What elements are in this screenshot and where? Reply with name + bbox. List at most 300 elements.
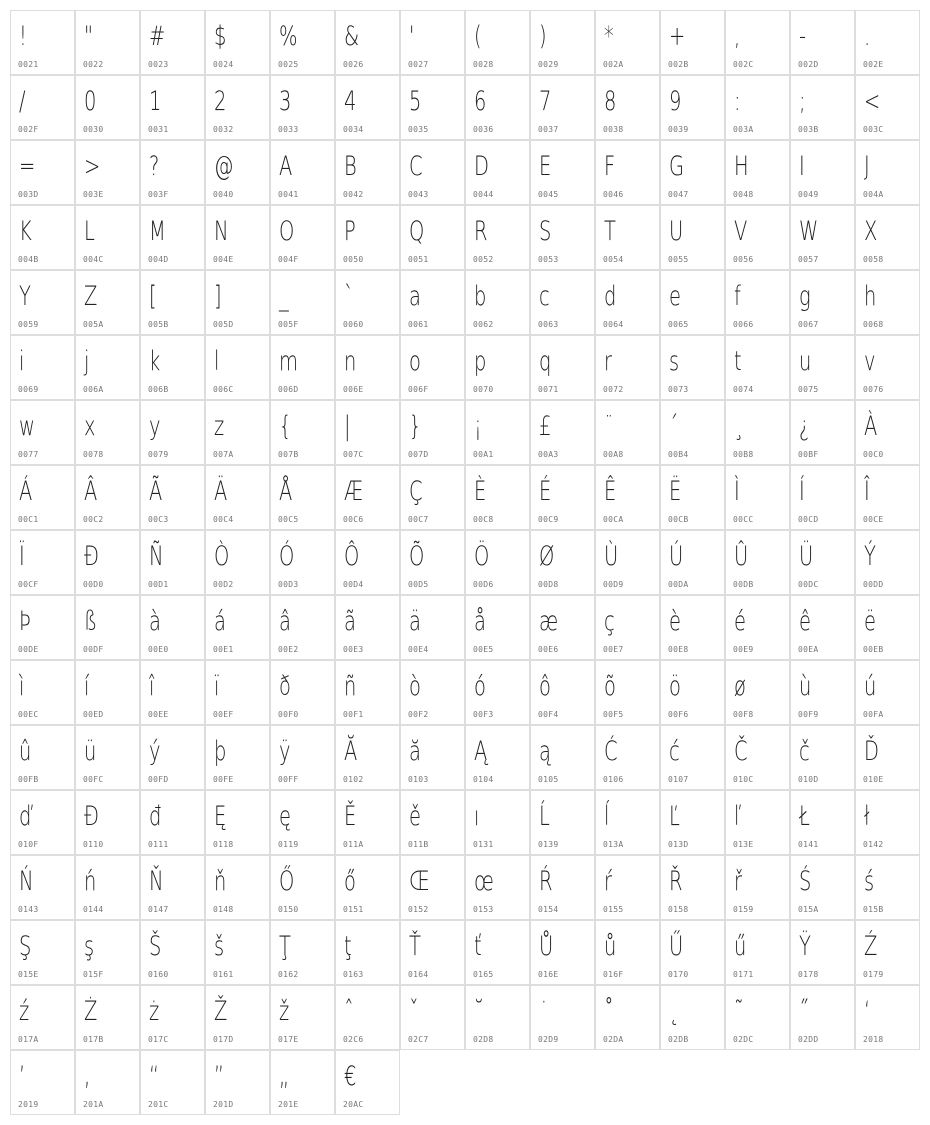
glyph-codepoint: 00C8 xyxy=(473,515,494,524)
glyph-character: ĺ xyxy=(604,801,610,832)
glyph-codepoint: 015A xyxy=(798,905,819,914)
glyph-codepoint: 004F xyxy=(278,255,299,264)
glyph-character: Ň xyxy=(149,866,164,897)
glyph-codepoint: 00E9 xyxy=(733,645,754,654)
glyph-character: Ï xyxy=(19,541,25,572)
glyph-cell xyxy=(75,465,140,530)
glyph-codepoint: 00FA xyxy=(863,710,884,719)
glyph-character: ; xyxy=(799,86,806,117)
glyph-codepoint: 00C3 xyxy=(148,515,169,524)
glyph-cell xyxy=(75,270,140,335)
glyph-cell xyxy=(660,660,725,725)
glyph-codepoint: 0178 xyxy=(798,970,819,979)
glyph-character: Â xyxy=(84,476,98,507)
glyph-character: ‘ xyxy=(864,996,871,1027)
glyph-character: p xyxy=(474,346,487,377)
glyph-character: : xyxy=(734,86,741,117)
glyph-codepoint: 0159 xyxy=(733,905,754,914)
glyph-cell xyxy=(595,205,660,270)
glyph-cell xyxy=(10,10,75,75)
glyph-character: û xyxy=(19,736,32,767)
glyph-cell xyxy=(595,75,660,140)
glyph-character: t xyxy=(734,346,742,377)
glyph-character: ã xyxy=(344,606,356,637)
glyph-cell xyxy=(205,465,270,530)
glyph-codepoint: 0035 xyxy=(408,125,429,134)
glyph-codepoint: 003D xyxy=(18,190,39,199)
glyph-codepoint: 0063 xyxy=(538,320,559,329)
glyph-cell xyxy=(10,1050,75,1115)
glyph-codepoint: 0053 xyxy=(538,255,559,264)
glyph-codepoint: 00FB xyxy=(18,775,39,784)
glyph-cell xyxy=(855,790,920,855)
glyph-cell xyxy=(10,985,75,1050)
glyph-character: Š xyxy=(149,931,162,962)
glyph-cell xyxy=(140,335,205,400)
glyph-character: ü xyxy=(84,736,97,767)
glyph-cell xyxy=(140,725,205,790)
glyph-character: 0 xyxy=(84,86,97,117)
glyph-cell xyxy=(465,530,530,595)
glyph-character: ì xyxy=(19,671,25,702)
glyph-codepoint: 0161 xyxy=(213,970,234,979)
glyph-cell xyxy=(335,725,400,790)
glyph-cell xyxy=(855,985,920,1050)
glyph-codepoint: 0170 xyxy=(668,970,689,979)
glyph-cell xyxy=(530,465,595,530)
glyph-cell xyxy=(270,1050,335,1115)
glyph-cell xyxy=(790,530,855,595)
glyph-cell xyxy=(205,790,270,855)
glyph-character: f xyxy=(734,281,741,312)
glyph-cell xyxy=(660,465,725,530)
glyph-codepoint: 00FE xyxy=(213,775,234,784)
glyph-character: Ş xyxy=(19,931,32,962)
glyph-cell xyxy=(790,465,855,530)
glyph-cell xyxy=(530,270,595,335)
glyph-cell xyxy=(595,595,660,660)
glyph-character: Ñ xyxy=(149,541,164,572)
glyph-character: Ů xyxy=(539,931,554,962)
glyph-codepoint: 0022 xyxy=(83,60,104,69)
glyph-cell xyxy=(530,725,595,790)
glyph-codepoint: 0064 xyxy=(603,320,624,329)
glyph-codepoint: 005B xyxy=(148,320,169,329)
glyph-character: Y xyxy=(19,281,31,312)
glyph-cell xyxy=(725,725,790,790)
glyph-cell xyxy=(660,400,725,465)
glyph-cell xyxy=(790,595,855,660)
glyph-cell xyxy=(205,400,270,465)
glyph-codepoint: 010C xyxy=(733,775,754,784)
glyph-cell xyxy=(595,855,660,920)
glyph-codepoint: 00D9 xyxy=(603,580,624,589)
glyph-codepoint: 013A xyxy=(603,840,624,849)
glyph-codepoint: 00DB xyxy=(733,580,754,589)
glyph-character: + xyxy=(669,21,686,52)
glyph-character: Ż xyxy=(84,996,98,1027)
glyph-codepoint: 00F1 xyxy=(343,710,364,719)
glyph-character: Ì xyxy=(734,476,740,507)
glyph-character: q xyxy=(539,346,552,377)
glyph-character: č xyxy=(799,736,810,767)
glyph-codepoint: 00D0 xyxy=(83,580,104,589)
glyph-cell xyxy=(725,10,790,75)
glyph-codepoint: 0056 xyxy=(733,255,754,264)
glyph-character: Ŕ xyxy=(539,866,553,897)
glyph-codepoint: 015B xyxy=(863,905,884,914)
glyph-character: ˜ xyxy=(734,996,744,1027)
glyph-character: " xyxy=(84,21,93,52)
glyph-cell xyxy=(725,595,790,660)
glyph-character: Z xyxy=(84,281,98,312)
glyph-character: m xyxy=(279,346,298,377)
glyph-cell xyxy=(270,790,335,855)
glyph-character: È xyxy=(474,476,487,507)
glyph-cell xyxy=(205,530,270,595)
glyph-cell xyxy=(790,855,855,920)
glyph-codepoint: 0154 xyxy=(538,905,559,914)
glyph-codepoint: 0171 xyxy=(733,970,754,979)
glyph-codepoint: 02DA xyxy=(603,1035,624,1044)
glyph-codepoint: 00FC xyxy=(83,775,104,784)
glyph-character: > xyxy=(84,151,101,182)
glyph-cell xyxy=(530,985,595,1050)
glyph-cell xyxy=(205,10,270,75)
glyph-character: ú xyxy=(864,671,877,702)
glyph-character: „ xyxy=(279,1061,290,1092)
glyph-cell xyxy=(465,660,530,725)
glyph-character: Î xyxy=(864,476,870,507)
glyph-character: y xyxy=(149,411,161,442)
glyph-character: ˇ xyxy=(409,996,419,1027)
glyph-cell xyxy=(75,595,140,660)
glyph-cell xyxy=(205,985,270,1050)
glyph-codepoint: 0032 xyxy=(213,125,234,134)
glyph-codepoint: 00D6 xyxy=(473,580,494,589)
glyph-character: Û xyxy=(734,541,749,572)
glyph-character: j xyxy=(84,346,90,377)
glyph-codepoint: 0034 xyxy=(343,125,364,134)
glyph-codepoint: 2019 xyxy=(18,1100,39,1109)
glyph-cell xyxy=(725,270,790,335)
glyph-codepoint: 0104 xyxy=(473,775,494,784)
glyph-character: œ xyxy=(474,866,494,897)
glyph-character: æ xyxy=(539,606,559,637)
glyph-codepoint: 003A xyxy=(733,125,754,134)
glyph-character: ” xyxy=(214,1061,225,1092)
glyph-codepoint: 201C xyxy=(148,1100,169,1109)
glyph-cell xyxy=(140,465,205,530)
glyph-character: è xyxy=(669,606,681,637)
glyph-character: e xyxy=(669,281,681,312)
glyph-codepoint: 0139 xyxy=(538,840,559,849)
glyph-cell xyxy=(465,400,530,465)
glyph-cell xyxy=(465,790,530,855)
glyph-grid xyxy=(10,10,920,1115)
glyph-codepoint: 0026 xyxy=(343,60,364,69)
glyph-cell xyxy=(10,465,75,530)
glyph-codepoint: 00C7 xyxy=(408,515,429,524)
glyph-codepoint: 005D xyxy=(213,320,234,329)
glyph-character: W xyxy=(799,216,819,247)
glyph-codepoint: 00DE xyxy=(18,645,39,654)
glyph-codepoint: 0147 xyxy=(148,905,169,914)
glyph-character: ç xyxy=(604,606,615,637)
glyph-character: ˛ xyxy=(669,996,679,1027)
glyph-cell xyxy=(140,530,205,595)
glyph-codepoint: 0031 xyxy=(148,125,169,134)
glyph-cell xyxy=(660,75,725,140)
glyph-cell xyxy=(530,530,595,595)
glyph-codepoint: 006E xyxy=(343,385,364,394)
glyph-codepoint: 0023 xyxy=(148,60,169,69)
glyph-codepoint: 0110 xyxy=(83,840,104,849)
glyph-codepoint: 0119 xyxy=(278,840,299,849)
glyph-codepoint: 0164 xyxy=(408,970,429,979)
glyph-cell xyxy=(205,920,270,985)
glyph-character: ˙ xyxy=(539,996,549,1027)
glyph-cell xyxy=(855,595,920,660)
glyph-cell xyxy=(400,660,465,725)
glyph-codepoint: 011A xyxy=(343,840,364,849)
glyph-codepoint: 0042 xyxy=(343,190,364,199)
glyph-character: H xyxy=(734,151,749,182)
glyph-character: k xyxy=(149,346,161,377)
glyph-codepoint: 010E xyxy=(863,775,884,784)
glyph-character: < xyxy=(864,86,881,117)
glyph-character: [ xyxy=(149,281,157,312)
glyph-codepoint: 0051 xyxy=(408,255,429,264)
glyph-character: å xyxy=(474,606,486,637)
glyph-codepoint: 0028 xyxy=(473,60,494,69)
glyph-cell xyxy=(75,1050,140,1115)
glyph-cell xyxy=(400,595,465,660)
glyph-cell xyxy=(270,335,335,400)
glyph-character: 5 xyxy=(409,86,422,117)
glyph-codepoint: 0024 xyxy=(213,60,234,69)
glyph-character: ě xyxy=(409,801,421,832)
glyph-cell xyxy=(465,10,530,75)
glyph-character: F xyxy=(604,151,616,182)
glyph-codepoint: 0107 xyxy=(668,775,689,784)
glyph-cell xyxy=(595,985,660,1050)
glyph-cell xyxy=(205,205,270,270)
glyph-codepoint: 002C xyxy=(733,60,754,69)
glyph-codepoint: 0142 xyxy=(863,840,884,849)
glyph-character: ř xyxy=(734,866,742,897)
glyph-codepoint: 0070 xyxy=(473,385,494,394)
glyph-cell xyxy=(10,920,75,985)
glyph-cell xyxy=(335,465,400,530)
glyph-cell xyxy=(75,855,140,920)
glyph-cell xyxy=(530,855,595,920)
glyph-character: Ä xyxy=(214,476,228,507)
glyph-cell xyxy=(270,205,335,270)
glyph-character: ď xyxy=(19,801,32,832)
glyph-cell xyxy=(595,920,660,985)
glyph-character: 2 xyxy=(214,86,227,117)
glyph-character: Ã xyxy=(149,476,163,507)
glyph-cell xyxy=(790,400,855,465)
glyph-cell xyxy=(400,465,465,530)
glyph-codepoint: 0029 xyxy=(538,60,559,69)
glyph-cell xyxy=(660,725,725,790)
glyph-codepoint: 02D8 xyxy=(473,1035,494,1044)
glyph-character: ] xyxy=(214,281,222,312)
glyph-codepoint: 0055 xyxy=(668,255,689,264)
glyph-character: ˘ xyxy=(474,996,484,1027)
glyph-cell xyxy=(530,920,595,985)
glyph-character: / xyxy=(19,86,26,117)
glyph-character: ó xyxy=(474,671,486,702)
glyph-character: ı xyxy=(474,801,480,832)
glyph-character: Ú xyxy=(669,541,684,572)
glyph-codepoint: 00E6 xyxy=(538,645,559,654)
glyph-codepoint: 201E xyxy=(278,1100,299,1109)
glyph-cell xyxy=(205,725,270,790)
glyph-character: ù xyxy=(799,671,812,702)
glyph-cell xyxy=(10,530,75,595)
glyph-cell xyxy=(400,75,465,140)
glyph-character: Ù xyxy=(604,541,619,572)
glyph-character: 6 xyxy=(474,86,487,117)
glyph-cell xyxy=(530,205,595,270)
glyph-cell xyxy=(465,920,530,985)
glyph-cell xyxy=(335,920,400,985)
glyph-cell xyxy=(270,465,335,530)
glyph-codepoint: 00A8 xyxy=(603,450,624,459)
glyph-cell xyxy=(400,140,465,205)
glyph-character: V xyxy=(734,216,748,247)
glyph-codepoint: 0074 xyxy=(733,385,754,394)
glyph-codepoint: 00CC xyxy=(733,515,754,524)
glyph-codepoint: 00E0 xyxy=(148,645,169,654)
glyph-cell xyxy=(725,985,790,1050)
glyph-character: ø xyxy=(734,671,746,702)
glyph-character: ˝ xyxy=(799,996,809,1027)
glyph-character: ˚ xyxy=(604,996,614,1027)
glyph-character: Ă xyxy=(344,736,358,767)
glyph-cell xyxy=(595,660,660,725)
glyph-cell xyxy=(335,140,400,205)
glyph-cell xyxy=(660,530,725,595)
glyph-codepoint: 0079 xyxy=(148,450,169,459)
glyph-character: _ xyxy=(279,281,289,312)
glyph-codepoint: 00E4 xyxy=(408,645,429,654)
glyph-character: Ś xyxy=(799,866,812,897)
glyph-codepoint: 00D1 xyxy=(148,580,169,589)
glyph-cell xyxy=(10,595,75,660)
glyph-character: š xyxy=(214,931,225,962)
glyph-cell xyxy=(270,855,335,920)
glyph-character: c xyxy=(539,281,550,312)
glyph-codepoint: 00DA xyxy=(668,580,689,589)
glyph-codepoint: 0050 xyxy=(343,255,364,264)
glyph-codepoint: 002A xyxy=(603,60,624,69)
glyph-character: Ą xyxy=(474,736,488,767)
glyph-cell xyxy=(140,790,205,855)
glyph-codepoint: 02DC xyxy=(733,1035,754,1044)
glyph-cell xyxy=(595,10,660,75)
glyph-character: ę xyxy=(279,801,291,832)
glyph-cell xyxy=(10,725,75,790)
glyph-codepoint: 0021 xyxy=(18,60,39,69)
glyph-character: ż xyxy=(149,996,160,1027)
glyph-codepoint: 00E3 xyxy=(343,645,364,654)
glyph-cell xyxy=(855,660,920,725)
glyph-cell xyxy=(75,985,140,1050)
glyph-character: õ xyxy=(604,671,616,702)
glyph-cell xyxy=(270,660,335,725)
glyph-codepoint: 00EA xyxy=(798,645,819,654)
glyph-cell xyxy=(140,140,205,205)
glyph-codepoint: 0078 xyxy=(83,450,104,459)
glyph-character: Ť xyxy=(409,931,421,962)
glyph-codepoint: 0072 xyxy=(603,385,624,394)
glyph-character: ž xyxy=(279,996,290,1027)
glyph-codepoint: 0071 xyxy=(538,385,559,394)
glyph-cell xyxy=(660,270,725,335)
glyph-codepoint: 0049 xyxy=(798,190,819,199)
glyph-character: L xyxy=(84,216,95,247)
glyph-character: ă xyxy=(409,736,421,767)
glyph-cell xyxy=(725,920,790,985)
glyph-codepoint: 002E xyxy=(863,60,884,69)
glyph-character: 9 xyxy=(669,86,682,117)
glyph-cell xyxy=(75,660,140,725)
glyph-character: Ÿ xyxy=(799,931,811,962)
glyph-cell xyxy=(855,920,920,985)
glyph-character: ) xyxy=(539,21,547,52)
glyph-character: ů xyxy=(604,931,617,962)
glyph-cell xyxy=(400,530,465,595)
glyph-character: Í xyxy=(799,476,805,507)
glyph-character: ľ xyxy=(734,801,742,832)
glyph-codepoint: 017A xyxy=(18,1035,39,1044)
glyph-character: đ xyxy=(149,801,162,832)
glyph-character: ß xyxy=(84,606,98,637)
glyph-character: € xyxy=(344,1061,357,1092)
glyph-codepoint: 007A xyxy=(213,450,234,459)
glyph-character: Q xyxy=(409,216,425,247)
glyph-codepoint: 005A xyxy=(83,320,104,329)
glyph-codepoint: 0179 xyxy=(863,970,884,979)
glyph-character: í xyxy=(84,671,90,702)
glyph-cell xyxy=(855,530,920,595)
glyph-character: ’ xyxy=(19,1061,26,1092)
glyph-codepoint: 00F2 xyxy=(408,710,429,719)
glyph-cell xyxy=(75,75,140,140)
glyph-codepoint: 00A1 xyxy=(473,450,494,459)
glyph-cell xyxy=(855,205,920,270)
glyph-character: D xyxy=(474,151,489,182)
glyph-codepoint: 00D8 xyxy=(538,580,559,589)
glyph-codepoint: 017B xyxy=(83,1035,104,1044)
glyph-codepoint: 0076 xyxy=(863,385,884,394)
glyph-cell xyxy=(595,530,660,595)
glyph-character: , xyxy=(734,21,741,52)
glyph-character: i xyxy=(19,346,25,377)
glyph-cell xyxy=(335,595,400,660)
glyph-character: S xyxy=(539,216,552,247)
glyph-cell xyxy=(140,205,205,270)
glyph-cell xyxy=(595,335,660,400)
glyph-character: ë xyxy=(864,606,876,637)
glyph-character: U xyxy=(669,216,684,247)
glyph-cell xyxy=(855,10,920,75)
glyph-codepoint: 00C0 xyxy=(863,450,884,459)
